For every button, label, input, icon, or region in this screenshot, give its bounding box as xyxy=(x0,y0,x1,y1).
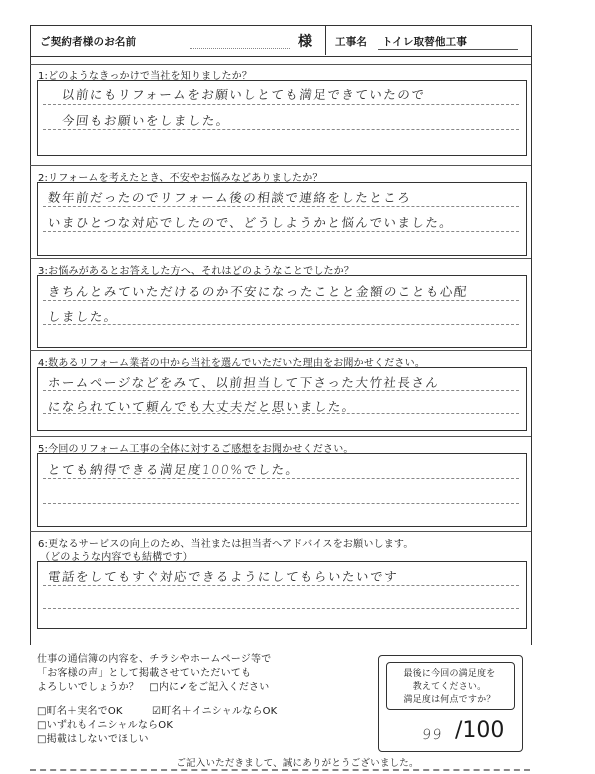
satisfaction-prompt-1: 最後に今回の満足度を xyxy=(403,669,496,679)
header-divider xyxy=(325,25,326,55)
work-value: トイレ取替他工事 xyxy=(382,36,468,48)
footer-thanks: ご記入いただきまして、誠にありがとうございました。 xyxy=(176,758,419,769)
customer-name-label: ご契約者様のお名前 xyxy=(40,36,137,48)
consent-option-no-publish[interactable]: □掲載はしないでほしい xyxy=(37,734,149,745)
q5-answer-line-1: とても納得できる満足度100%でした。 xyxy=(47,462,301,477)
q4-question: 4:数あるリフォーム業者の中から当社を選んでいただいた理由をお聞かせください。 xyxy=(38,358,426,369)
q4-answer-line-2: になられていて頼んでも大丈夫だと思いました。 xyxy=(47,399,357,414)
satisfaction-total: /100 xyxy=(455,718,505,743)
q1-top-rule xyxy=(30,64,531,65)
q5-question: 5:今回のリフォーム工事の全体に対するご感想をお聞かせください。 xyxy=(38,444,354,455)
q2-answer-line-2: いまひとつな対応でしたので、どうしようかと悩んでいました。 xyxy=(47,215,455,230)
q2-answer-line-1: 数年前だったのでリフォーム後の相談で連絡をしたところ xyxy=(47,190,413,205)
consent-intro-2: 「お客様の声」として掲載させていただいても xyxy=(37,668,252,679)
q1-question: 1:どのようなきっかけで当社を知りましたか？ xyxy=(38,71,253,82)
q2-question: 2:リフォームを考えたとき、不安やお悩みなどありましたか？ xyxy=(38,173,323,184)
footer-cut-line xyxy=(30,769,530,771)
q1-answer-line-2: 今回もお願いをしました。 xyxy=(61,113,231,128)
q5-top-rule xyxy=(30,436,531,437)
consent-option-initials-checked[interactable]: ☑町名＋イニシャルならOK xyxy=(152,706,278,717)
q4-answer-line-1: ホームページなどをみて、以前担当して下さった大竹社長さん xyxy=(47,375,441,390)
work-underline xyxy=(378,49,518,50)
honorific: 様 xyxy=(298,34,312,50)
q3-question: 3:お悩みがあるとお答えした方へ、それはどのようなことでしたか？ xyxy=(38,266,355,277)
satisfaction-prompt-2: 教えてください。 xyxy=(412,682,487,692)
consent-intro-1: 仕事の通信簿の内容を、チラシやホームページ等で xyxy=(37,654,272,665)
consent-option-all-initials[interactable]: □いずれもイニシャルならOK xyxy=(37,720,174,731)
q3-answer-line-2: しました。 xyxy=(47,309,119,324)
name-underline xyxy=(190,48,290,49)
consent-intro-3: よろしいでしょうか？ □内に✓をご記入ください xyxy=(37,682,270,693)
q1-answer-line-1: 以前にもリフォームをお願いしとても満足できていたので xyxy=(61,87,427,102)
q6-top-rule xyxy=(30,531,531,532)
q2-top-rule xyxy=(30,165,531,166)
q1-line-2 xyxy=(43,129,519,130)
q6-answer-line-1: 電話をしてもすぐ対応できるようにしてもらいたいです xyxy=(47,569,399,584)
work-label: 工事名 xyxy=(335,36,368,48)
q5-line-2 xyxy=(43,503,519,504)
q6-question: 6:更なるサービスの向上のため、当社または担当者へアドバイスをお願いします。 xyxy=(38,539,414,550)
satisfaction-score: 99 xyxy=(421,727,444,743)
q6-line-1 xyxy=(43,585,519,586)
q3-top-rule xyxy=(30,258,531,259)
q3-answer-line-1: きちんとみていただけるのか不安になったことと金額のことも心配 xyxy=(47,284,469,299)
satisfaction-prompt-3: 満足度は何点ですか？ xyxy=(403,695,496,705)
q4-top-rule xyxy=(30,350,531,351)
q2-line-1 xyxy=(43,206,519,207)
q1-line-1 xyxy=(43,104,519,105)
q6-line-2 xyxy=(43,608,519,609)
consent-option-real-name[interactable]: □町名＋実名でOK xyxy=(37,706,123,717)
q2-line-2 xyxy=(43,231,519,232)
q3-line-1 xyxy=(43,300,519,301)
q6-question-note: （どのような内容でも結構です） xyxy=(40,552,193,563)
q5-line-1 xyxy=(43,478,519,479)
